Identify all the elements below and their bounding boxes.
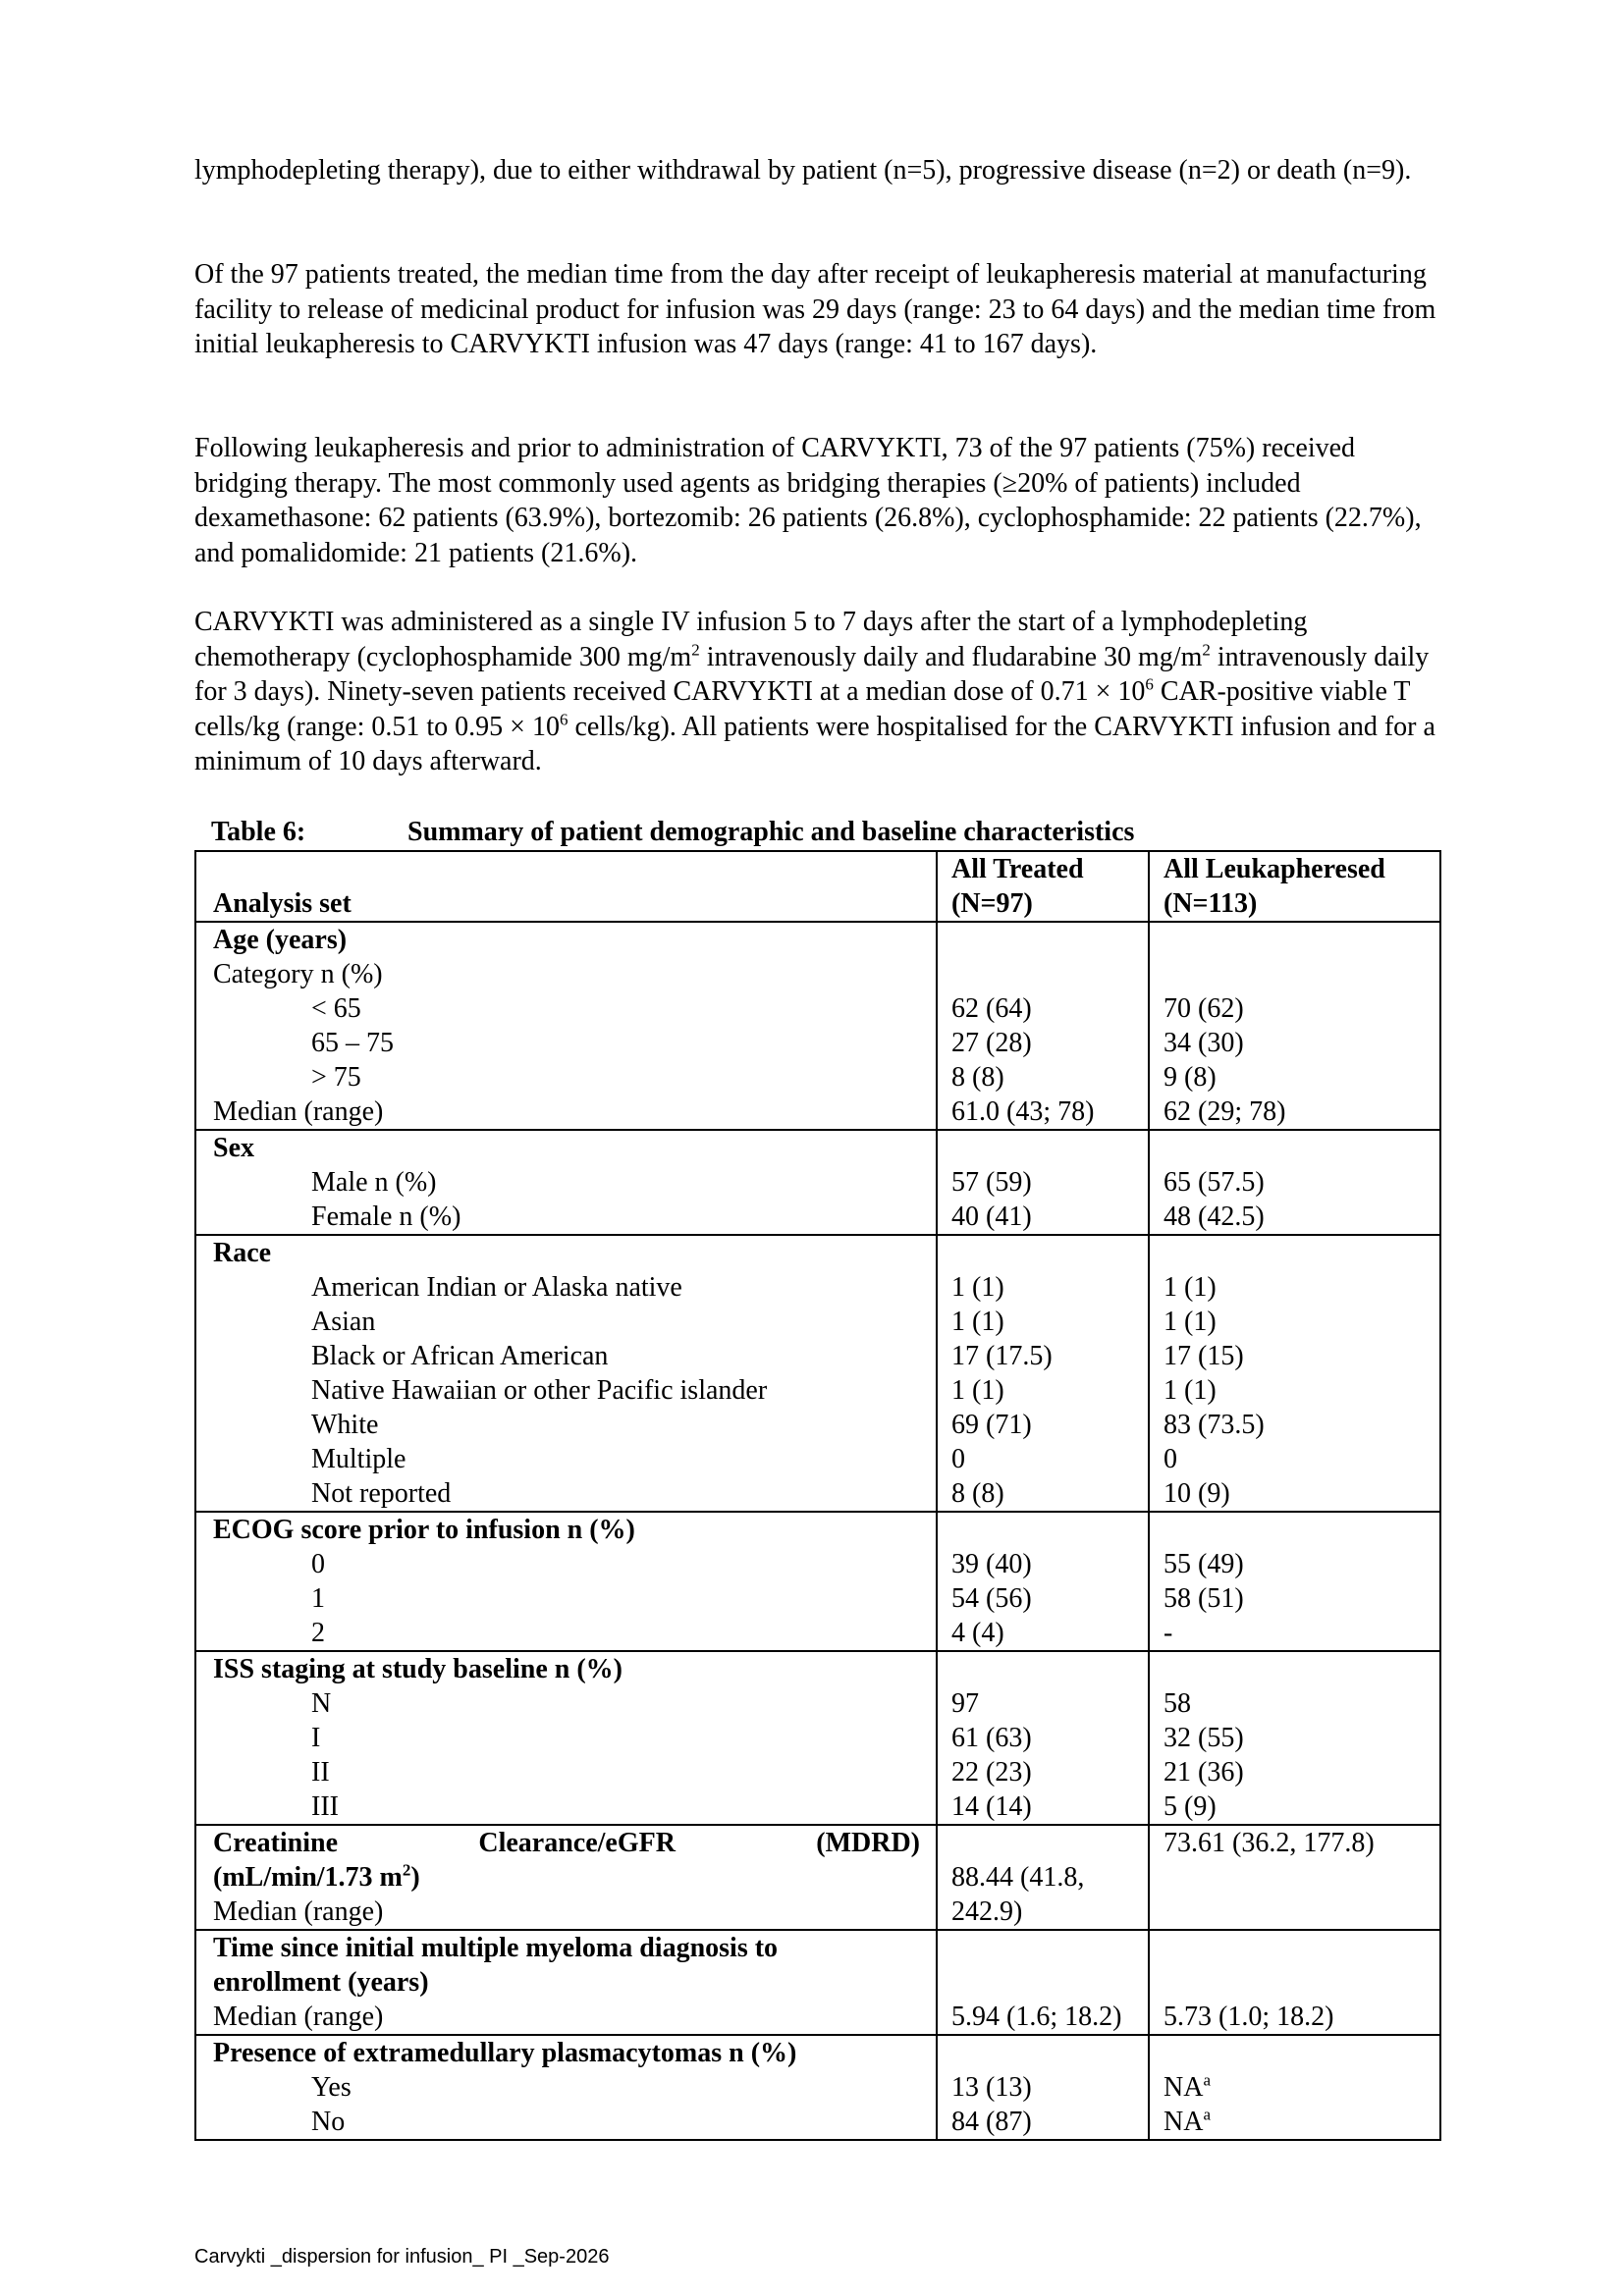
table-row-time-since-diagnosis: Time since initial multiple myeloma diagnosis to enrollment (years) Median (range) 5.94 (1.6; 18.2) 5.73 (1.0; 18.2) (195, 1930, 1440, 2035)
table-row-ecog: ECOG score prior to infusion n (%) 0 1 2 39 (40) 54 (56) 4 (4) 55 (49) 58 (51) - (195, 1512, 1440, 1651)
demographics-table (194, 850, 1441, 2141)
table-row-race: Race American Indian or Alaska native Asian Black or African American Native Hawaiian or other Pacific islander White Multiple Not reported 1 (1) 1 (1) 17 (17.5) 1 (1) 69 (71) 0 8 (8) 1 (1) 1 (1) 17 (15) 1 (1) 83 (73.5) 0 10 (9) (195, 1235, 1440, 1512)
table-caption (194, 815, 1134, 849)
table-row-sex: Sex Male n (%) Female n (%) 57 (59) 40 (41) 65 (57.5) 48 (42.5) (195, 1130, 1440, 1235)
paragraph-manufacturing-time: Of the 97 patients treated, the median time from the day after receipt of leukapheresis material at manufacturing facility to release of medicinal product for infusion was 29 days (range: 23 to 64 days) and the median time from initial leukapheresis to CARVYKTI infusion was 47 days (range: 41 to 167 days). (194, 259, 1436, 359)
paragraph-administration: CARVYKTI was administered as a single IV infusion 5 to 7 days after the start of a lymphodepleting chemotherapy (cyclophosphamide 300 $mg/m^2$ intravenously daily and fludarabine 30 $mg/m^2$ intravenously daily for 3 days). Ninety-seven patients received CARVYKTI at a median dose of $0.71 \times 10^6$ CAR-positive viable T cells/kg (range: 0.51 to $0.95 \times 10^6$ cells/kg). All patients were hospitalised for the CARVYKTI infusion and for a minimum of 10 days afterward. (194, 607, 1435, 776)
table-row-creatinine: Creatinine Clearance/eGFR (MDRD) (mL/min/1.73 $m^2$) Median (range) 88.44 (41.8, 242.9) 73.61 (36.2, 177.8) (195, 1825, 1440, 1930)
table-row-iss: ISS staging at study baseline n (%) N I II III 97 61 (63) 22 (23) 14 (14) 58 32 (55) 21 (36) 5 (9) (195, 1651, 1440, 1825)
paragraph-bridging-therapy: Following leukapheresis and prior to administration of CARVYKTI, 73 of the 97 patients (75%) received bridging therapy. The most commonly used agents as bridging therapies (≥20% of patients) included dexamethasone: 62 patients (63.9%), bortezomib: 26 patients (26.8%), cyclophosphamide: 22 patients (22.7%), and pomalidomide: 21 patients (21.6%). (194, 433, 1422, 568)
table-title: Summary of patient demographic and baseline characteristics (407, 817, 1135, 847)
table-label: Table 6: (211, 817, 306, 847)
table-row-age: Age (years) Category n (%) < 65 65 – 75 > 75 Median (range) 62 (64) 27 (28) 8 (8) 61.0 (43; 78) 70 (62) 34 (30) 9 (8) 62 (29; 78) (195, 922, 1440, 1130)
analysis-set-header: Analysis set (213, 888, 352, 919)
table-header-row: Analysis set All Treated (N=97) All Leukapheresed (N=113) (195, 851, 1440, 922)
paragraph-withdrawal: lymphodepleting therapy), due to either withdrawal by patient (n=5), progressive disease (n=2) or death (n=9). (194, 155, 1412, 186)
page-footer: Carvykti _dispersion for infusion_ PI _Sep-2026 (194, 2246, 610, 2268)
table-row-plasmacytomas: Presence of extramedullary plasmacytomas n (%) Yes No 13 (13) 84 (87) $NA^a$ $NA^a$ (195, 2035, 1440, 2140)
